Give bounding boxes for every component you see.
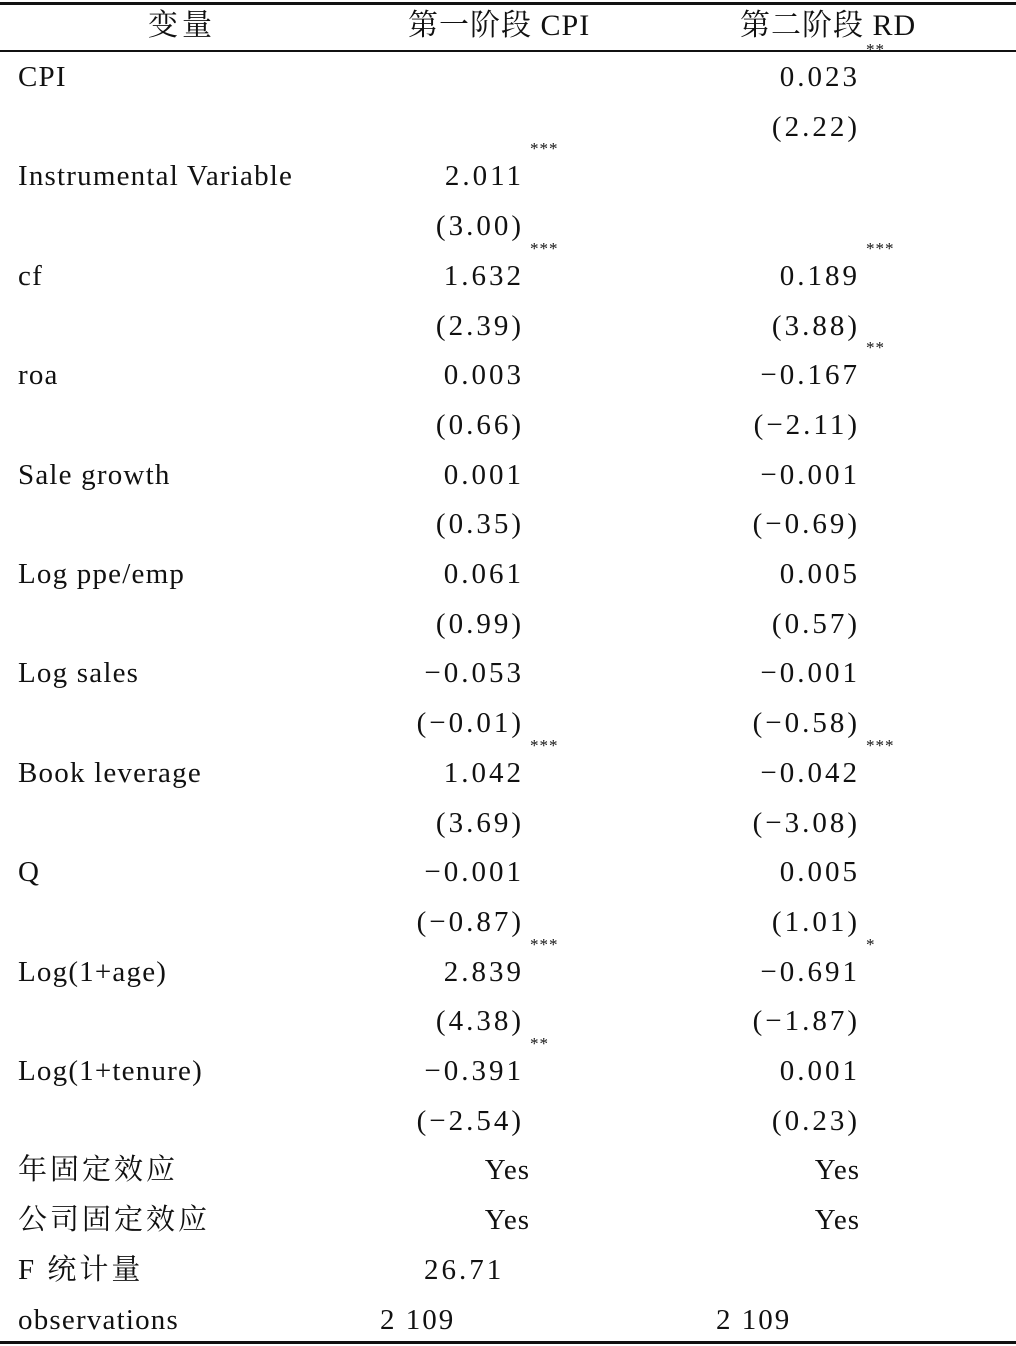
second-stage-value: (−0.58) — [752, 707, 860, 740]
first-stage-value: 2.839 — [443, 955, 524, 988]
second-stage-value: (1.01) — [771, 905, 860, 938]
first-stage-value: (−0.87) — [416, 905, 524, 938]
second-stage-value: (−0.69) — [752, 508, 860, 541]
table-row — [0, 102, 1016, 152]
table-row — [0, 1295, 1016, 1345]
table-row — [0, 648, 1016, 698]
table-row — [0, 499, 1016, 549]
table-row — [0, 238, 1016, 301]
row-label: cf — [18, 259, 43, 292]
second-stage-value: (−3.08) — [752, 806, 860, 839]
table-row — [0, 934, 1016, 997]
first-stage-value: 0.003 — [443, 359, 524, 392]
first-stage-value: (−0.01) — [416, 707, 524, 740]
first-stage-value: 26.71 — [424, 1253, 505, 1286]
first-stage-value: (0.35) — [435, 508, 524, 541]
first-stage-value: −0.053 — [424, 657, 524, 690]
table-row — [0, 1034, 1016, 1096]
first-stage-value: −0.391 — [424, 1055, 524, 1087]
first-stage-value: (0.66) — [435, 408, 524, 441]
table-row — [0, 996, 1016, 1046]
table-row — [0, 400, 1016, 450]
first-stage-value: Yes — [484, 1154, 530, 1187]
table-row — [0, 450, 1016, 500]
row-label: Log ppe/emp — [18, 558, 186, 590]
table-row — [0, 698, 1016, 748]
second-stage-value: −0.167 — [760, 359, 860, 392]
first-stage-value: (0.99) — [435, 607, 524, 640]
second-stage-significance: *** — [866, 735, 895, 755]
first-stage-significance: ** — [530, 1034, 549, 1053]
second-stage-value: −0.042 — [760, 756, 860, 789]
second-stage-value: Yes — [814, 1154, 860, 1187]
second-stage-value: (−2.11) — [753, 408, 860, 441]
table-bottom-rule — [0, 1341, 1016, 1344]
first-stage-value: (4.38) — [435, 1005, 524, 1038]
row-label: 年固定效应 — [18, 1154, 179, 1187]
row-label: Instrumental Variable — [18, 160, 294, 193]
row-label: Sale growth — [18, 458, 171, 491]
table-row — [0, 40, 1016, 102]
table-row — [0, 1245, 1016, 1295]
second-stage-value: −0.001 — [760, 458, 860, 491]
table-row — [0, 897, 1016, 947]
row-label: 公司固定效应 — [18, 1204, 211, 1237]
second-stage-value: 0.023 — [779, 61, 860, 93]
header-variable: 变量 — [148, 9, 216, 42]
second-stage-value: (0.57) — [771, 607, 860, 640]
row-label: CPI — [18, 61, 67, 93]
second-stage-value: 0.005 — [779, 856, 860, 889]
first-stage-value: (3.00) — [435, 210, 524, 243]
first-stage-value: Yes — [484, 1204, 530, 1237]
second-stage-value: Yes — [814, 1204, 860, 1237]
header-first-stage: 第一阶段 CPI — [408, 9, 591, 42]
header-second-stage: 第二阶段 RD — [740, 9, 917, 42]
table-row — [0, 599, 1016, 649]
first-stage-significance: *** — [530, 139, 559, 159]
first-stage-significance: *** — [530, 735, 559, 755]
row-label: roa — [18, 359, 59, 392]
second-stage-significance: * — [866, 934, 876, 954]
second-stage-significance: ** — [866, 338, 885, 358]
table-top-rule — [0, 2, 1016, 5]
second-stage-value: (0.23) — [771, 1104, 860, 1137]
row-label: F 统计量 — [18, 1253, 144, 1286]
first-stage-value: 0.001 — [443, 458, 524, 491]
second-stage-value: (−1.87) — [752, 1005, 860, 1038]
row-label: Q — [18, 856, 41, 889]
table-row — [0, 139, 1016, 201]
table-row — [0, 201, 1016, 251]
table-row — [0, 735, 1016, 798]
first-stage-value: 2.011 — [444, 160, 524, 193]
row-label: observations — [18, 1303, 179, 1336]
row-label: Log(1+tenure) — [18, 1055, 203, 1087]
second-stage-value: −0.001 — [760, 657, 860, 690]
table-row — [0, 1096, 1016, 1146]
first-stage-value: (3.69) — [435, 806, 524, 839]
first-stage-significance: *** — [530, 934, 559, 954]
table-row — [0, 338, 1016, 400]
first-stage-value: (−2.54) — [416, 1104, 524, 1137]
first-stage-value: (2.39) — [435, 309, 524, 342]
second-stage-value: 2 109 — [716, 1303, 792, 1336]
first-stage-value: 1.632 — [443, 259, 524, 292]
table-row — [0, 301, 1016, 351]
table-row — [0, 1195, 1016, 1245]
second-stage-value: −0.691 — [760, 955, 860, 988]
second-stage-value: 0.189 — [779, 259, 860, 292]
first-stage-value: 1.042 — [443, 756, 524, 789]
table-row — [0, 549, 1016, 599]
first-stage-value: 0.061 — [443, 558, 524, 590]
second-stage-value: (2.22) — [771, 110, 860, 143]
second-stage-value: 0.001 — [779, 1055, 860, 1087]
table-row — [0, 1145, 1016, 1195]
second-stage-significance: ** — [866, 40, 885, 59]
row-label: Log(1+age) — [18, 955, 168, 988]
second-stage-significance: *** — [866, 238, 895, 258]
first-stage-value: 2 109 — [380, 1303, 456, 1336]
second-stage-value: (3.88) — [771, 309, 860, 342]
row-label: Book leverage — [18, 756, 202, 789]
first-stage-value: −0.001 — [424, 856, 524, 889]
row-label: Log sales — [18, 657, 140, 690]
table-row — [0, 847, 1016, 897]
first-stage-significance: *** — [530, 238, 559, 258]
second-stage-value: 0.005 — [779, 558, 860, 590]
table-row — [0, 798, 1016, 848]
